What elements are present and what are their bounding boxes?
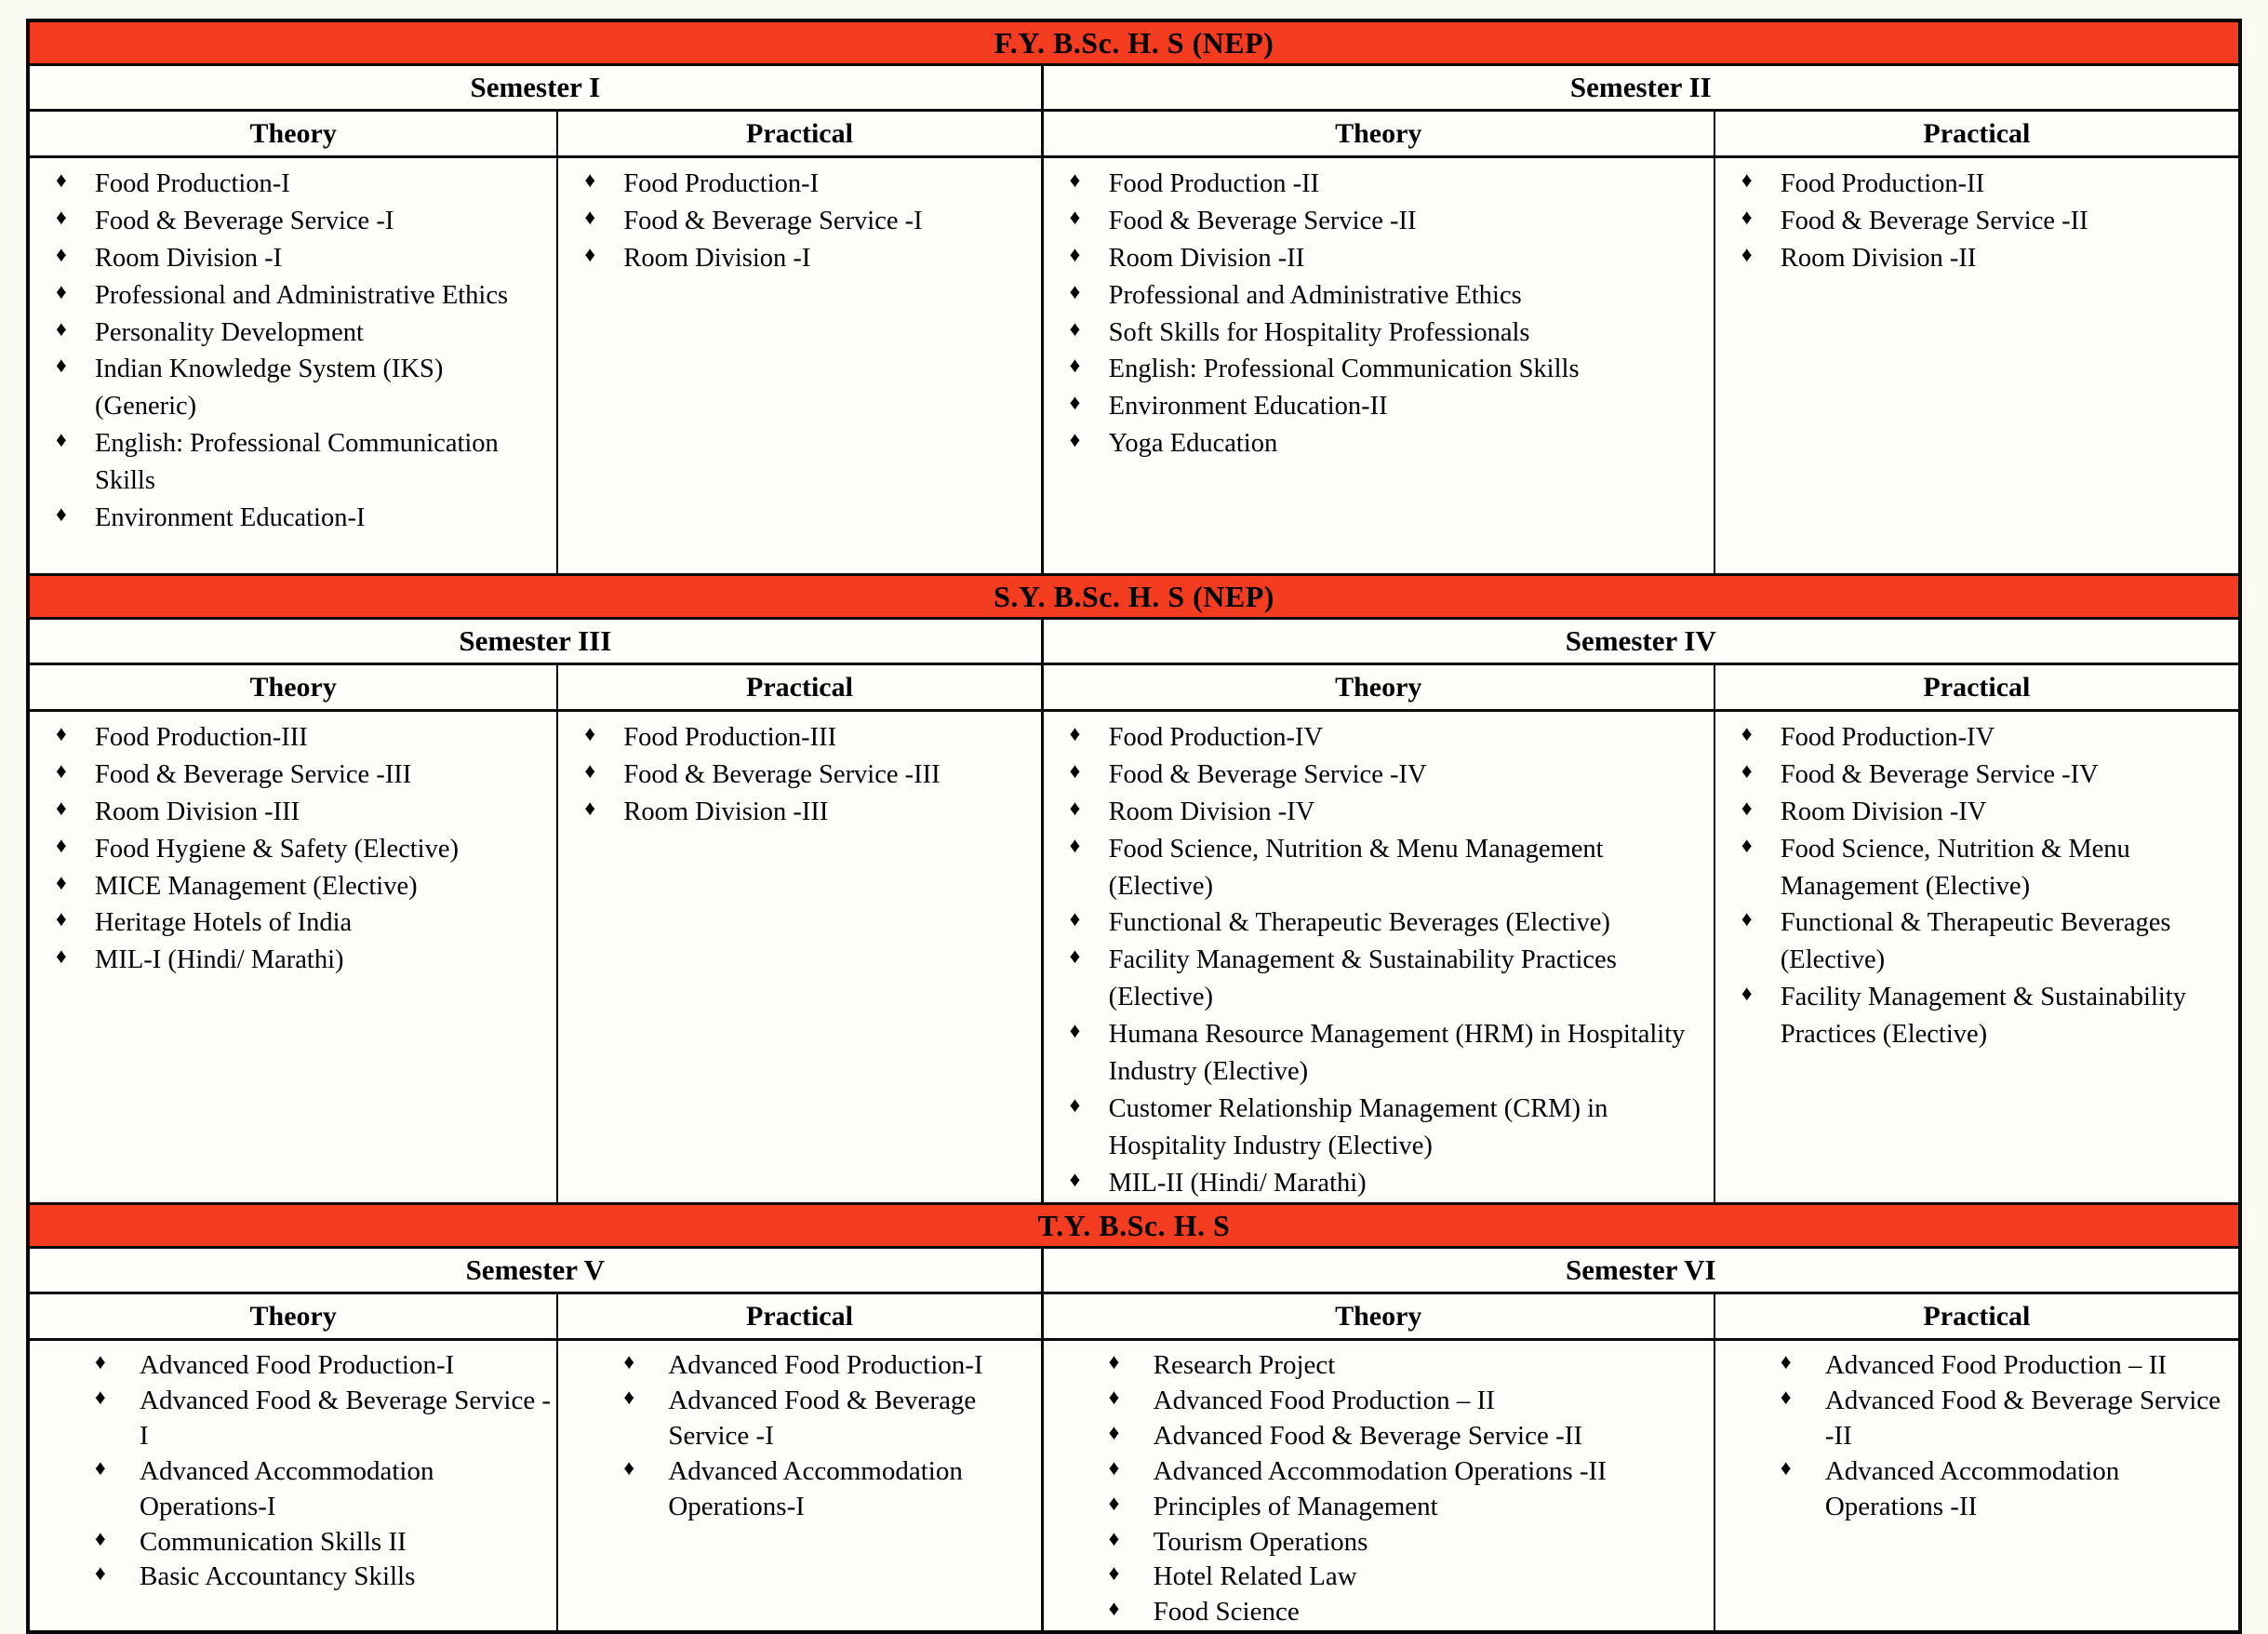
course-list [1715,1348,2233,1525]
course-item-label: Advanced Food Production – II [1153,1385,1495,1415]
section-title-banner [30,22,2238,66]
course-item [1044,1560,1708,1595]
diamond-bullet-icon: ♦ [1069,833,1081,857]
diamond-bullet-icon: ♦ [56,758,67,783]
diamond-bullet-icon: ♦ [1069,907,1081,931]
course-item-label: Food Science, Nutrition & Menu Management (Elective) [1108,834,1604,901]
diamond-bullet-icon: ♦ [623,1385,635,1409]
course-item-label: Food Science [1153,1597,1300,1627]
diamond-bullet-icon: ♦ [1741,833,1753,857]
diamond-bullet-icon: ♦ [56,502,67,527]
diamond-bullet-icon: ♦ [1069,316,1081,341]
diamond-bullet-icon: ♦ [56,205,67,229]
diamond-bullet-icon: ♦ [95,1385,106,1409]
course-item [558,757,1034,794]
column-header-practical: Practical [558,665,1043,712]
course-item [1044,166,1708,203]
diamond-bullet-icon: ♦ [56,316,67,341]
course-item-label: Food Production-II [1780,169,1985,198]
diamond-bullet-icon: ♦ [1108,1526,1120,1550]
sem6-practical-cell [1715,1341,2238,1631]
semester-2-header: Semester II [1044,66,2238,112]
diamond-bullet-icon: ♦ [56,428,67,452]
sem3-practical-cell [558,712,1043,1202]
course-item [1044,1165,1708,1202]
diamond-bullet-icon: ♦ [56,168,67,192]
diamond-bullet-icon: ♦ [1780,1385,1792,1409]
course-list [1044,1348,1708,1631]
section-title: T.Y. B.Sc. H. S [1037,1208,1231,1242]
course-item-label: Room Division -IV [1108,797,1315,826]
course-item [30,1454,551,1525]
diamond-bullet-icon: ♦ [56,944,67,969]
course-item-label: MIL-II (Hindi/ Marathi) [1108,1168,1367,1198]
course-item-label: MIL-I (Hindi/ Marathi) [95,945,344,975]
section-ty-bsc [30,1202,2238,1631]
course-item-label: Room Division -I [95,243,283,273]
diamond-bullet-icon: ♦ [1069,796,1081,820]
diamond-bullet-icon: ♦ [1069,944,1081,969]
diamond-bullet-icon: ♦ [1069,391,1081,415]
diamond-bullet-icon: ♦ [1069,242,1081,266]
course-item [558,203,1034,240]
course-item-label: Functional & Therapeutic Beverages (Elective) [1780,908,2171,975]
course-item [30,868,551,905]
semester-4-header: Semester IV [1044,620,2238,665]
diamond-bullet-icon: ♦ [56,796,67,820]
course-item [30,757,551,794]
course-item-label: Room Division -III [623,797,829,826]
course-item [1715,166,2233,203]
section-sy-bsc [30,573,2238,1202]
course-item [30,719,551,757]
course-item-label: Food Production-III [95,723,308,752]
column-header-theory: Theory [1044,665,1715,712]
course-item [30,277,551,315]
course-item [558,1454,1034,1525]
diamond-bullet-icon: ♦ [95,1349,106,1373]
diamond-bullet-icon: ♦ [95,1561,106,1586]
diamond-bullet-icon: ♦ [1741,722,1753,745]
diamond-bullet-icon: ♦ [1741,758,1753,783]
course-item-label: Research Project [1153,1349,1336,1380]
course-item-label: Hotel Related Law [1153,1561,1357,1592]
course-list [1715,166,2233,277]
course-item [558,240,1034,277]
diamond-bullet-icon: ♦ [1780,1349,1792,1373]
course-list [30,1348,551,1596]
course-item [1044,1016,1708,1091]
diamond-bullet-icon: ♦ [1741,242,1753,266]
sem5-practical-cell [558,1341,1043,1631]
course-item-label: Food Science, Nutrition & Menu Management (Elective) [1780,834,2130,901]
course-item [1044,1348,1708,1384]
course-item [1044,1454,1708,1490]
diamond-bullet-icon: ♦ [584,722,596,745]
course-item [1715,1454,2233,1525]
course-item-label: Advanced Accommodation Operations -II [1153,1455,1607,1486]
course-item [30,942,551,979]
course-item [30,794,551,831]
course-item-label: Tourism Operations [1153,1526,1368,1557]
section-title-banner [30,1202,2238,1249]
course-item-label: Food & Beverage Service -IV [1108,759,1427,789]
course-item-label: Advanced Accommodation Operations-I [140,1455,434,1521]
course-item-label: Environment Education-I [95,503,366,533]
diamond-bullet-icon: ♦ [1741,982,1753,1006]
column-header-theory: Theory [30,112,558,158]
sem4-practical-cell [1715,712,2238,1202]
course-item [558,719,1034,757]
course-item-label: Personality Development [95,317,364,347]
semester-6-header: Semester VI [1044,1249,2238,1294]
course-item-label: English: Professional Communication Skills [1108,355,1580,384]
course-item [1044,831,1708,905]
course-item-label: Food & Beverage Service -IV [1780,759,2099,789]
course-item-label: Food & Beverage Service -III [623,759,941,789]
course-item [558,794,1034,831]
course-item [558,166,1034,203]
course-item-label: Facility Management & Sustainability Practices (Elective) [1780,983,2186,1050]
diamond-bullet-icon: ♦ [56,722,67,745]
diamond-bullet-icon: ♦ [584,796,596,820]
diamond-bullet-icon: ♦ [584,168,596,192]
course-item [1715,831,2233,905]
course-item-label: English: Professional Communication Skills [95,429,499,496]
course-item [1044,240,1708,277]
diamond-bullet-icon: ♦ [56,907,67,931]
course-item-label: Room Division -II [1108,243,1305,273]
course-list [558,166,1034,277]
course-item [1044,1091,1708,1165]
column-header-practical: Practical [1715,665,2238,712]
course-item [30,203,551,240]
course-item-label: Room Division -III [95,797,300,826]
diamond-bullet-icon: ♦ [95,1526,106,1550]
diamond-bullet-icon: ♦ [1069,1167,1081,1191]
course-item [1044,388,1708,425]
course-list [558,1348,1034,1525]
sem6-theory-cell [1044,1341,1715,1631]
course-list [1044,166,1708,462]
course-item [1044,1595,1708,1630]
course-item-label: Advanced Food & Beverage Service -I [140,1385,552,1451]
course-item [30,1384,551,1454]
section-fy-bsc [30,22,2238,573]
course-item [558,1348,1034,1384]
course-item [1044,315,1708,352]
semester-1-header: Semester I [30,66,1044,112]
course-item [30,1525,551,1560]
diamond-bullet-icon: ♦ [1069,168,1081,192]
course-item [1044,719,1708,757]
course-item [1044,904,1708,942]
diamond-bullet-icon: ♦ [1108,1597,1120,1621]
course-list [1044,719,1708,1202]
course-item-label: Customer Relationship Management (CRM) in Hospitality Industry (Elective) [1108,1093,1608,1160]
course-item [1715,203,2233,240]
course-list [30,719,551,979]
course-item-label: Food Production-IV [1108,723,1324,752]
course-item [30,831,551,868]
course-item-label: Environment Education-II [1108,392,1388,422]
course-item-label: Advanced Food & Beverage Service -I [668,1385,977,1451]
diamond-bullet-icon: ♦ [1741,796,1753,820]
column-header-theory: Theory [30,1294,558,1341]
diamond-bullet-icon: ♦ [1780,1455,1792,1480]
diamond-bullet-icon: ♦ [1069,205,1081,229]
diamond-bullet-icon: ♦ [1108,1455,1120,1480]
course-item-label: Food Hygiene & Safety (Elective) [95,834,459,864]
course-item-label: Soft Skills for Hospitality Professionals [1108,317,1530,347]
course-item-label: Functional & Therapeutic Beverages (Elective) [1108,908,1610,938]
sem1-theory-cell [30,158,558,573]
course-item-label: Food & Beverage Service -I [95,206,394,235]
diamond-bullet-icon: ♦ [1069,722,1081,745]
course-item-label: Professional and Administrative Ethics [95,280,509,310]
course-item-label: Room Division -II [1780,243,1977,273]
diamond-bullet-icon: ♦ [1108,1420,1120,1444]
course-item [30,1348,551,1384]
course-item [1044,351,1708,388]
column-header-practical: Practical [558,112,1043,158]
section-title: S.Y. B.Sc. H. S (NEP) [994,580,1274,613]
course-item [1044,1419,1708,1454]
diamond-bullet-icon: ♦ [56,870,67,894]
course-item-label: Advanced Food Production-I [668,1349,983,1380]
course-item [1044,1490,1708,1525]
course-item-label: Facility Management & Sustainability Practices (Elective) [1108,945,1617,1012]
diamond-bullet-icon: ♦ [1108,1561,1120,1586]
course-item-label: Humana Resource Management (HRM) in Hospitality Industry (Elective) [1108,1020,1686,1087]
diamond-bullet-icon: ♦ [1069,279,1081,303]
course-item [558,1384,1034,1454]
course-item-label: Indian Knowledge System (IKS) (Generic) [95,355,444,422]
course-item-label: Advanced Food & Beverage Service -II [1824,1385,2221,1451]
course-list [30,166,551,537]
diamond-bullet-icon: ♦ [1069,1019,1081,1043]
sem2-practical-cell [1715,158,2238,573]
diamond-bullet-icon: ♦ [1069,758,1081,783]
semester-5-header: Semester V [30,1249,1044,1294]
course-item [1044,277,1708,315]
diamond-bullet-icon: ♦ [56,354,67,378]
course-item-label: Food Production -II [1108,169,1320,198]
course-item [1715,1384,2233,1454]
course-item-label: Room Division -IV [1780,797,1987,826]
course-item [30,500,551,537]
course-item [1715,904,2233,979]
diamond-bullet-icon: ♦ [623,1455,635,1480]
column-header-practical: Practical [558,1294,1043,1341]
course-item [1715,794,2233,831]
diamond-bullet-icon: ♦ [56,242,67,266]
course-item-label: Food Production-I [95,169,290,198]
diamond-bullet-icon: ♦ [1741,907,1753,931]
diamond-bullet-icon: ♦ [1108,1491,1120,1515]
sem5-theory-cell [30,1341,558,1631]
course-item [1715,1348,2233,1384]
diamond-bullet-icon: ♦ [1069,354,1081,378]
course-item [1044,794,1708,831]
course-item-label: Communication Skills II [140,1526,407,1557]
diamond-bullet-icon: ♦ [623,1349,635,1373]
diamond-bullet-icon: ♦ [584,205,596,229]
course-item-label: Professional and Administrative Ethics [1108,280,1522,310]
sem4-theory-cell [1044,712,1715,1202]
diamond-bullet-icon: ♦ [1108,1385,1120,1409]
diamond-bullet-icon: ♦ [584,242,596,266]
sem2-theory-cell [1044,158,1715,573]
course-item-label: Food Production-III [623,723,837,752]
course-item [1715,979,2233,1053]
column-header-theory: Theory [30,665,558,712]
semester-3-header: Semester III [30,620,1044,665]
course-item-label: Food & Beverage Service -I [623,206,923,235]
course-item [30,904,551,942]
course-item-label: Food & Beverage Service -III [95,759,412,789]
course-item [30,240,551,277]
course-item-label: Advanced Accommodation Operations-I [668,1455,963,1521]
column-header-practical: Practical [1715,1294,2238,1341]
course-item [30,351,551,425]
course-item-label: Yoga Education [1108,429,1278,459]
course-item-label: Principles of Management [1153,1491,1438,1521]
course-item-label: Advanced Accommodation Operations -II [1824,1455,2120,1521]
course-item-label: Heritage Hotels of India [95,908,353,938]
course-item [30,425,551,500]
course-item-label: Food Production-IV [1780,723,1995,752]
course-item [1044,757,1708,794]
course-list [1715,719,2233,1053]
curriculum-table [26,19,2242,1634]
course-item [1044,425,1708,462]
column-header-practical: Practical [1715,112,2238,158]
diamond-bullet-icon: ♦ [1108,1349,1120,1373]
course-item-label: Food & Beverage Service -II [1108,206,1417,235]
course-item [1044,1525,1708,1560]
diamond-bullet-icon: ♦ [56,279,67,303]
course-item [30,1560,551,1595]
course-item [1044,942,1708,1016]
course-item-label: Advanced Food Production-I [140,1349,455,1380]
course-item [1044,1384,1708,1419]
course-item [1715,757,2233,794]
course-item [1044,203,1708,240]
diamond-bullet-icon: ♦ [56,833,67,857]
course-item [30,315,551,352]
diamond-bullet-icon: ♦ [95,1455,106,1480]
course-item [1715,719,2233,757]
column-header-theory: Theory [1044,112,1715,158]
course-item [30,166,551,203]
course-item-label: Basic Accountancy Skills [140,1561,416,1592]
course-list [558,719,1034,831]
course-item-label: MICE Management (Elective) [95,871,418,901]
course-item-label: Food Production-I [623,169,820,198]
section-title: F.Y. B.Sc. H. S (NEP) [994,26,1274,60]
diamond-bullet-icon: ♦ [1741,168,1753,192]
column-header-theory: Theory [1044,1294,1715,1341]
sem3-theory-cell [30,712,558,1202]
diamond-bullet-icon: ♦ [1069,428,1081,452]
course-item-label: Advanced Food Production – II [1824,1349,2168,1380]
course-item-label: Room Division -I [623,243,811,273]
sem1-practical-cell [558,158,1043,573]
diamond-bullet-icon: ♦ [1741,205,1753,229]
diamond-bullet-icon: ♦ [1069,1092,1081,1117]
section-title-banner [30,573,2238,620]
diamond-bullet-icon: ♦ [584,758,596,783]
course-item-label: Food & Beverage Service -II [1780,206,2088,235]
course-item [1715,240,2233,277]
course-item-label: Advanced Food & Beverage Service -II [1153,1420,1583,1451]
